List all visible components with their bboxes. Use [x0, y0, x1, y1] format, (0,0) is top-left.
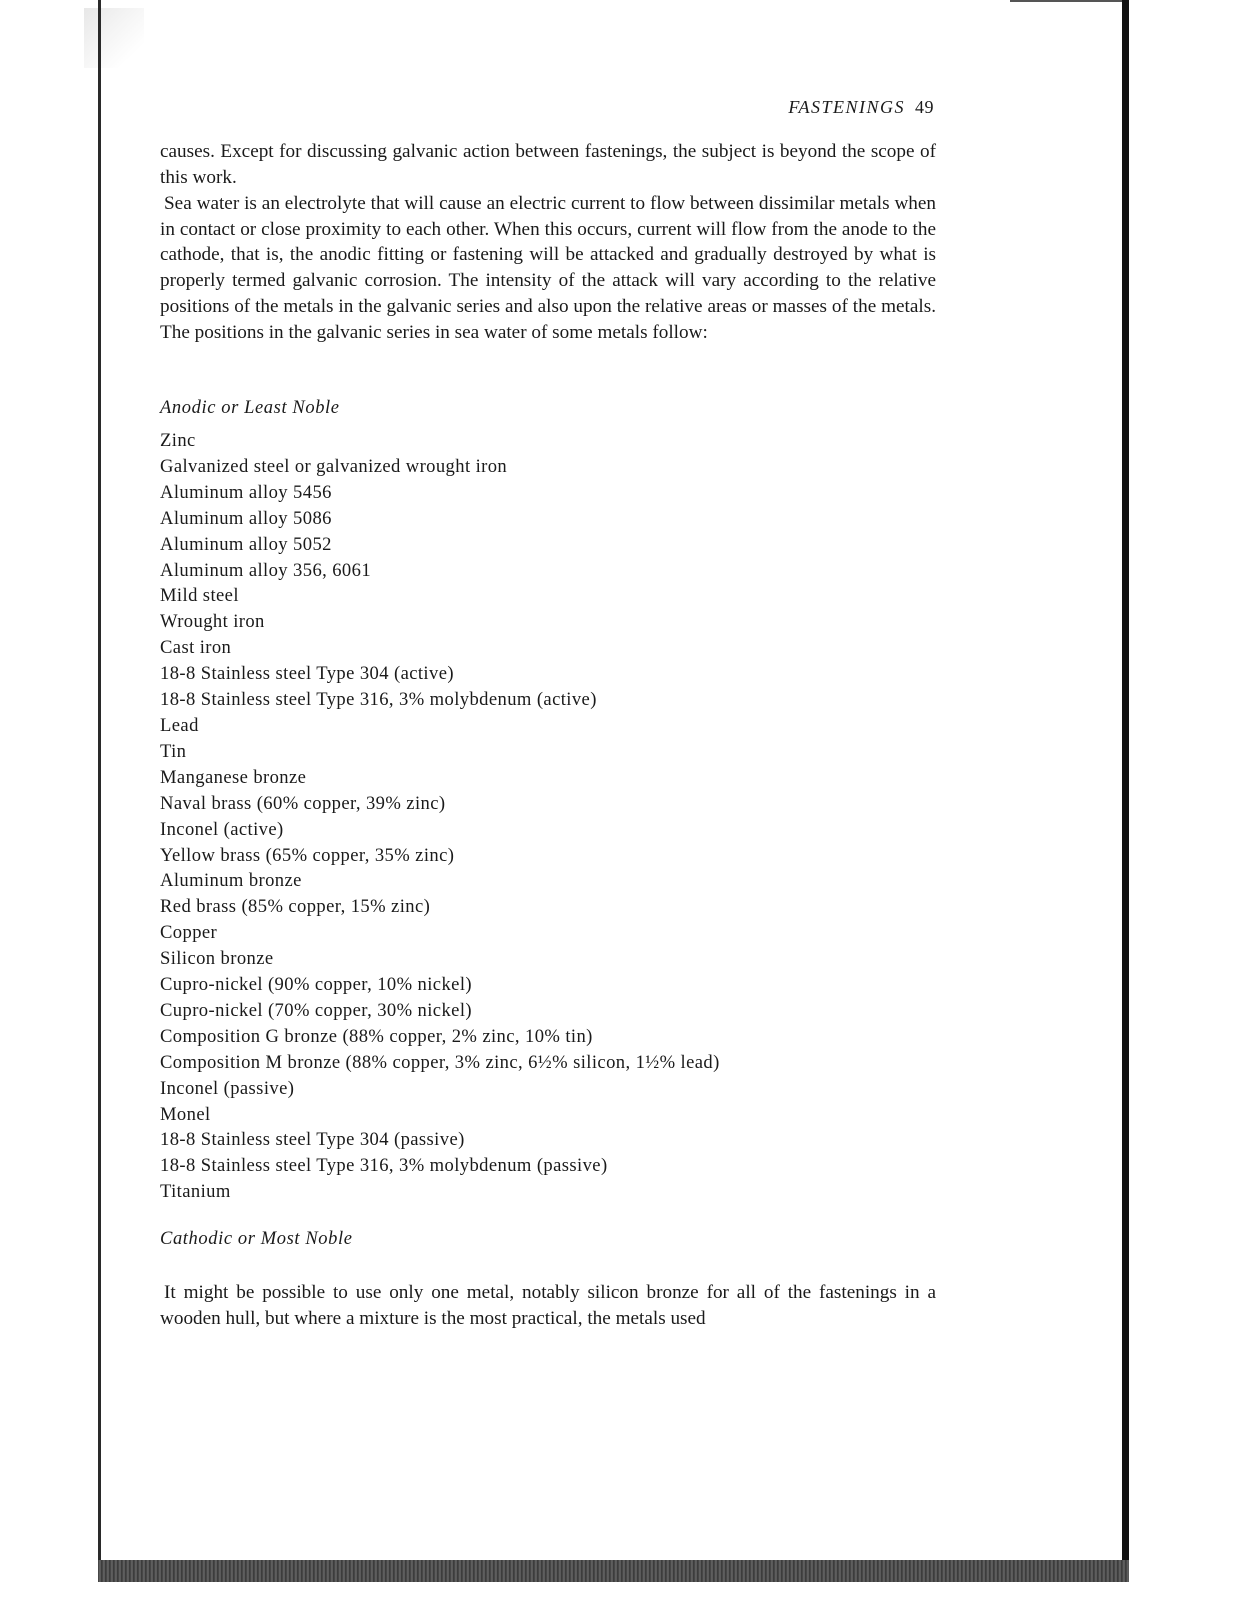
scan-smudge [84, 8, 144, 68]
list-item: Aluminum bronze [160, 870, 302, 892]
scan-bottom-edge [98, 1560, 1129, 1582]
list-item: Aluminum alloy 5052 [160, 533, 332, 555]
list-item: Wrought iron [160, 611, 265, 633]
list-item: Copper [160, 922, 218, 944]
running-title: FASTENINGS [788, 97, 905, 117]
scan-right-edge [1122, 0, 1129, 1582]
list-item: Mild steel [160, 585, 239, 607]
list-item: Composition G bronze (88% copper, 2% zinc, 10% tin) [160, 1025, 593, 1047]
list-item: Composition M bronze (88% copper, 3% zinc, 6½% silicon, 1½% lead) [160, 1051, 720, 1073]
paragraph-text: It might be possible to use only one metal, notably silicon bronze for all of the fastenings in a wooden hull, but where a mixture is the most practical, the metals used [160, 1282, 936, 1329]
list-item: Aluminum alloy 5086 [160, 507, 332, 529]
list-item: Cast iron [160, 637, 232, 659]
list-item: Red brass (85% copper, 15% zinc) [160, 896, 431, 918]
list-item: Inconel (active) [160, 818, 284, 840]
list-item: 18-8 Stainless steel Type 316, 3% molybdenum (active) [160, 689, 597, 711]
list-item: Aluminum alloy 356, 6061 [160, 559, 372, 581]
list-item: Manganese bronze [160, 766, 307, 788]
list-item: 18-8 Stainless steel Type 304 (active) [160, 663, 454, 685]
list-item: Yellow brass (65% copper, 35% zinc) [160, 844, 455, 866]
paragraph-text: Sea water is an electrolyte that will cause an electric current to flow between dissimilar metals when in contact or close proximity to each other. When this occurs, current will flow from the anode to the cathode, that is, the anodic fitting or fastening will be attacked and gradually destroyed by what is properly termed galvanic corrosion. The intensity of the attack will vary according to the relative positions of the metals in the galvanic series and also upon the relative areas or masses of the metals. The positions in the galvanic series in sea water of some metals follow: [160, 193, 936, 343]
paragraph-galvanic-intro [160, 191, 936, 345]
list-item: Silicon bronze [160, 948, 274, 970]
galvanic-series-list [160, 428, 720, 1205]
paragraph-fastening-metals [160, 1280, 936, 1331]
list-item: Inconel (passive) [160, 1077, 295, 1099]
list-item: Titanium [160, 1181, 231, 1203]
scan-top-edge [1010, 0, 1126, 2]
list-item: Lead [160, 714, 199, 736]
list-item: Cupro-nickel (90% copper, 10% nickel) [160, 974, 472, 996]
page-number: 49 [915, 97, 934, 117]
paragraph-text: causes. Except for discussing galvanic action between fastenings, the subject is beyond the scope of this work. [160, 141, 936, 188]
list-item: 18-8 Stainless steel Type 304 (passive) [160, 1129, 465, 1151]
list-item: Cupro-nickel (70% copper, 30% nickel) [160, 999, 472, 1021]
list-item: Zinc [160, 430, 196, 451]
list-item: Monel [160, 1103, 211, 1125]
list-item: Aluminum alloy 5456 [160, 481, 332, 503]
list-item: Tin [160, 740, 187, 762]
cathodic-heading: Cathodic or Most Noble [160, 1229, 353, 1249]
list-item: Naval brass (60% copper, 39% zinc) [160, 792, 446, 814]
anodic-heading: Anodic or Least Noble [160, 398, 340, 418]
paragraph-continuation [160, 139, 936, 190]
list-item: 18-8 Stainless steel Type 316, 3% molybdenum (passive) [160, 1155, 608, 1177]
scan-left-edge [98, 0, 101, 1565]
page-header [160, 97, 934, 118]
list-item: Galvanized steel or galvanized wrought iron [160, 455, 508, 477]
